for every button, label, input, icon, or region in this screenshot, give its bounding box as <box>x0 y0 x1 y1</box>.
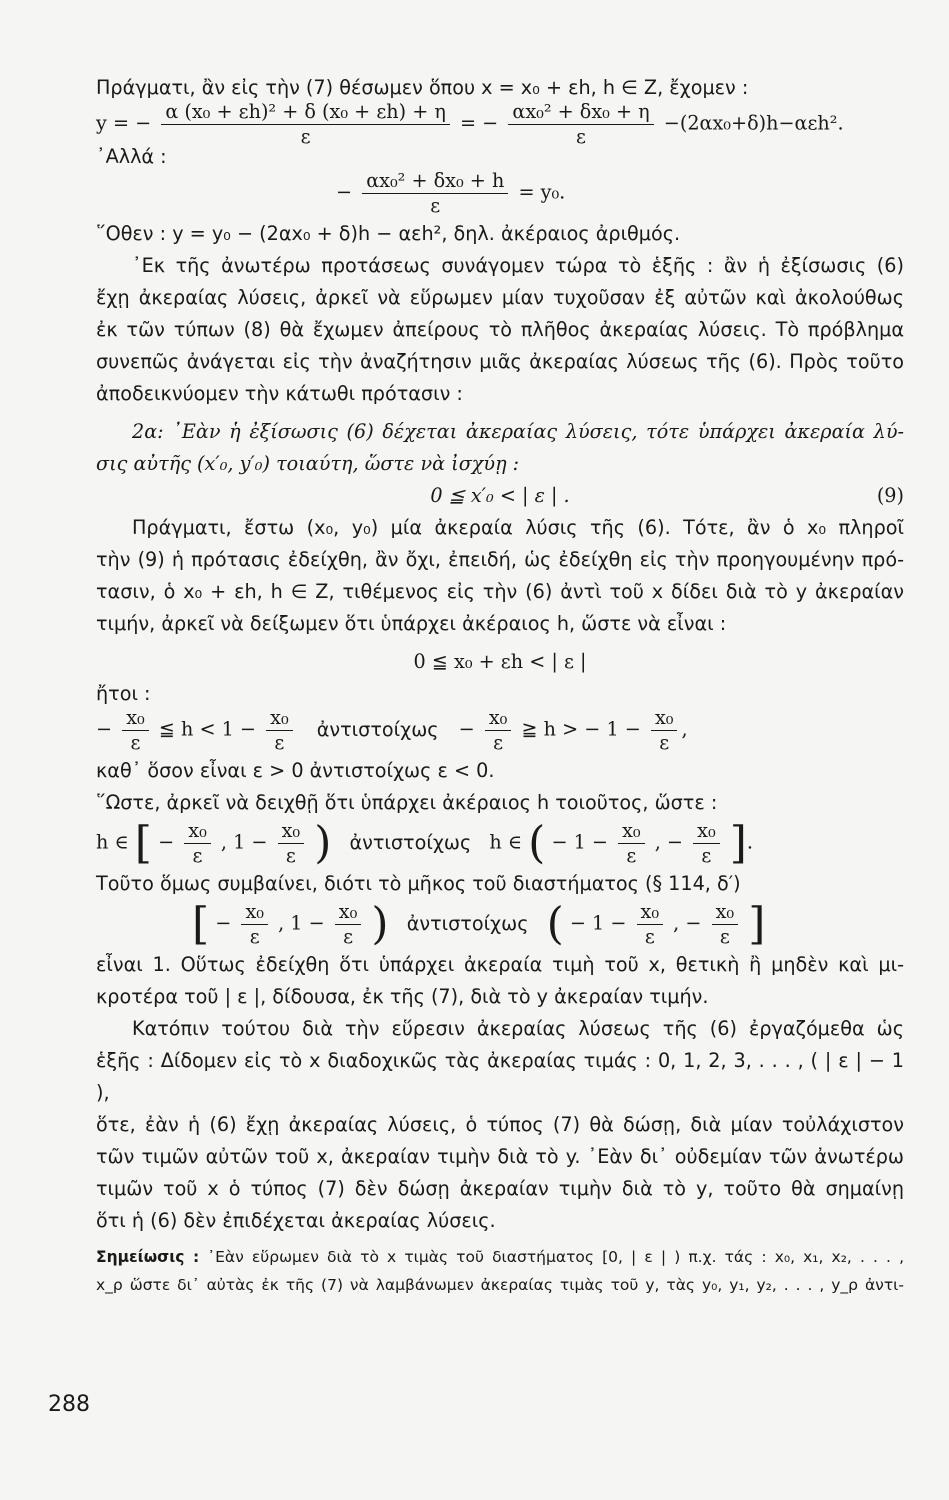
paragraph-line: τιμῶν τοῦ x ὁ τύπος (7) δὲν δώσῃ ἀκεραίαν τιμὴν διὰ τὸ y, τοῦτο θὰ σημαίνῃ <box>96 1177 904 1200</box>
fraction: $\frac{\text{x₀}}{\varepsilon}$ <box>184 819 211 868</box>
fraction: $\frac{\text{αx₀² + δx₀ + h}}{\varepsilon}$ <box>362 169 508 218</box>
equation-10: 0 ≦ x₀ + εh < | ε | <box>413 650 587 673</box>
paragraph-line: ἀποδεικνύομεν τὴν κάτωθι πρότασιν : <box>96 382 463 405</box>
equation-9: 0 ≦ x′₀ < | ε | . (9) <box>96 480 904 512</box>
footnote: Σημείωσις : ᾽Εὰν εὕρωμεν διὰ τὸ x τιμὰς τοῦ διαστήματος [0, | ε | ) π.χ. τάς : x₀, x₁, x₂, . . . , <box>96 1248 904 1266</box>
page-body <box>96 72 904 1299</box>
fraction: $\frac{\text{x₀}}{\varepsilon}$ <box>712 900 739 949</box>
fraction: $\frac{\text{αx₀² + δx₀ + η}}{\varepsilon}$ <box>508 100 653 149</box>
paragraph-line: ὅτε, ἐὰν ἡ (6) ἔχῃ ἀκεραίας λύσεις, ὁ τύπος (7) θὰ δώσῃ, διὰ μίαν τοὐλάχιστον <box>96 1113 904 1136</box>
paragraph-line: κροτέρα τοῦ | ε |, δίδουσα, ἐκ τῆς (7), διὰ τὸ y ἀκεραίαν τιμήν. <box>96 985 709 1008</box>
itoi-label: ἤτοι : <box>96 682 151 705</box>
paragraph-line: ὅτι ἡ (6) δὲν ἐπιδέχεται ἀκεραίας λύσεις. <box>96 1209 496 1232</box>
page-number: 288 <box>48 1392 90 1417</box>
fraction: $\frac{\text{x₀}}{\varepsilon}$ <box>485 706 512 755</box>
paragraph: Πράγματι, ἔστω (x₀, y₀) μία ἀκεραία λύσις τῆς (6). Τότε, ἂν ὁ x₀ πληροῖ <box>132 516 904 539</box>
paragraph: Κατόπιν τούτου διὰ τὴν εὕρεσιν ἀκεραίας λύσεως τῆς (6) ἐργαζόμεθα ὡς <box>132 1017 904 1040</box>
equation-y0: − $\frac{\text{αx₀² + δx₀ + h}}{\varepsilon}$ = y₀. <box>336 169 566 217</box>
paragraph-line: συνεπῶς ἀνάγεται εἰς τὴν ἀναζήτησιν μιᾶς ἀκεραίας λύσεως τῆς (6). Πρὸς τοῦτο <box>96 350 904 373</box>
paragraph-line: τασιν, ὁ x₀ + εh, h ∈ Z, τιθέμενος εἰς τὴν (6) ἀντὶ τοῦ x δίδει διὰ τὸ y ἀκεραίαν <box>96 580 904 603</box>
fraction: $\frac{\text{x₀}}{\varepsilon}$ <box>618 819 645 868</box>
fraction: $\frac{\text{x₀}}{\varepsilon}$ <box>241 900 268 949</box>
paragraph-line: τιμήν, ἀρκεῖ νὰ δείξωμεν ὅτι ὑπάρχει ἀκέραιος h, ὥστε νὰ εἶναι : <box>96 612 727 635</box>
paragraph-line: τὴν (9) ἡ πρότασις ἐδείχθη, ἂν ὄχι, ἐπειδή, ὡς ἐδείχθη εἰς τὴν προηγουμένην πρό- <box>96 548 904 571</box>
theorem: 2α: ᾽Εὰν ἡ ἐξίσωσις (6) δέχεται ἀκεραίας λύσεις, τότε ὑπάρχει ἀκεραία λύ- <box>132 420 904 443</box>
footnote-label: Σημείωσις : <box>96 1248 200 1266</box>
oste-line: ῞Ωστε, ἀρκεῖ νὰ δειχθῇ ὅτι ὑπάρχει ἀκέραιος h τοιοῦτος, ὥστε : <box>96 791 718 814</box>
paragraph-line: εἶναι 1. Οὕτως ἐδείχθη ὅτι ὑπάρχει ἀκεραία τιμὴ τοῦ x, θετικὴ ἢ μηδὲν καὶ μι- <box>96 953 904 976</box>
fraction: $\frac{\text{x₀}}{\varepsilon}$ <box>266 706 293 755</box>
paragraph-line: τῶν τιμῶν αὐτῶν τοῦ x, ἀκεραίαν τιμὴν διὰ τὸ y. ᾽Εὰν δι᾽ οὐδεμίαν τῶν ἀνωτέρω <box>96 1145 904 1168</box>
interval-membership: h ∈ [ − $\frac{\text{x₀}}{\varepsilon}$ , 1 − $\frac{\text{x₀}}{\varepsilon}$ ) ἀντιστοίχως h ∈ ( − 1 − $\frac{\text{x₀}}{\varepsilon}$ , − $\frac{\text{x₀}}{\varepsilon}$ ]. <box>96 817 754 869</box>
intro-line: Πράγματι, ἂν εἰς τὴν (7) θέσωμεν ὅπου x = x₀ + εh, h ∈ Z, ἔχομεν : <box>96 76 749 99</box>
paragraph-line: ἑξῆς : Δίδομεν εἰς τὸ x διαδοχικῶς τὰς ἀκεραίας τιμάς : 0, 1, 2, 3, . . . , ( | ε | − 1 ), <box>96 1049 904 1104</box>
fraction: $\frac{\text{x₀}}{\varepsilon}$ <box>335 900 362 949</box>
fraction: $\frac{\text{α (x₀ + εh)² + δ (x₀ + εh) + η}}{\varepsilon}$ <box>161 100 450 149</box>
othen-line: ῞Οθεν : y = y₀ − (2αx₀ + δ)h − αεh², δηλ. ἀκέραιος ἀριθμός. <box>96 222 681 245</box>
fraction: $\frac{\text{x₀}}{\varepsilon}$ <box>651 706 678 755</box>
paragraph-line: ἔχῃ ἀκεραίας λύσεις, ἀρκεῖ νὰ εὕρωμεν μίαν τυχοῦσαν ἐξ αὐτῶν καὶ ἀκολούθως <box>96 286 904 309</box>
fraction: $\frac{\text{x₀}}{\varepsilon}$ <box>278 819 305 868</box>
paragraph: ᾽Εκ τῆς ἀνωτέρω προτάσεως συνάγομεν τώρα τὸ ἑξῆς : ἂν ἡ ἐξίσωσις (6) <box>132 254 904 277</box>
theorem-line: σις αὐτῆς (x′₀, y′₀) τοιαύτη, ὥστε νὰ ἰσχύῃ : <box>96 452 520 475</box>
footnote-line: x_ρ ὥστε δι᾽ αὐτὰς ἐκ τῆς (7) νὰ λαμβάνωμεν ἀκεραίας τιμὰς τοῦ y, τὰς y₀, y₁, y₂, . . . , y_ρ ἀντι- <box>96 1276 904 1294</box>
equation-y: y = − $\frac{\text{α (x₀ + εh)² + δ (x₀ + εh) + η}}{\varepsilon}$ = − $\frac{\text{αx₀² + δx₀ + η}}{\varepsilon}$ −(2αx₀+δ)h−αεh². <box>96 100 844 148</box>
equation-number: (9) <box>876 484 904 507</box>
kath-line: καθ᾽ ὅσον εἶναι ε > 0 ἀντιστοίχως ε < 0. <box>96 759 495 782</box>
paragraph-line: ἐκ τῶν τύπων (8) θὰ ἔχωμεν ἀπείρους τὸ πλῆθος ἀκεραίας λύσεις. Τὸ πρόβλημα <box>96 318 904 341</box>
interval-length: [ − $\frac{\text{x₀}}{\varepsilon}$ , 1 − $\frac{\text{x₀}}{\varepsilon}$ ) ἀντιστοίχως ( − 1 − $\frac{\text{x₀}}{\varepsilon}$ , − $\frac{\text{x₀}}{\varepsilon}$ ] <box>192 898 766 950</box>
inequality-line: − $\frac{\text{x₀}}{\varepsilon}$ ≦ h < 1 − $\frac{\text{x₀}}{\varepsilon}$ ἀντιστοίχως − $\frac{\text{x₀}}{\varepsilon}$ ≧ h > − 1 − $\frac{\text{x₀}}{\varepsilon}$ , <box>96 706 688 754</box>
fraction: $\frac{\text{x₀}}{\varepsilon}$ <box>693 819 720 868</box>
fraction: $\frac{\text{x₀}}{\varepsilon}$ <box>637 900 664 949</box>
touto-line: Τοῦτο ὅμως συμβαίνει, διότι τὸ μῆκος τοῦ διαστήματος (§ 114, δ′) <box>96 872 741 895</box>
alla-label: ᾽Αλλά : <box>96 145 167 168</box>
fraction: $\frac{\text{x₀}}{\varepsilon}$ <box>122 706 149 755</box>
